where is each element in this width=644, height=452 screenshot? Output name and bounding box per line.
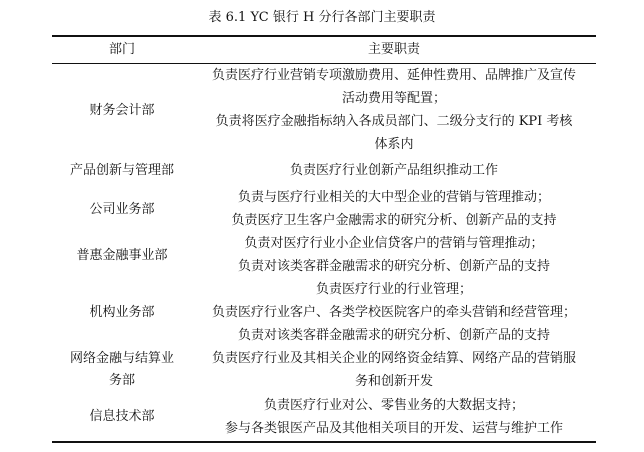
dept-cell-corporate <box>52 199 192 221</box>
duty-line: 负责对该类客群金融需求的研究分析、创新产品的支持 <box>237 259 550 274</box>
duty-line: 体系内 <box>374 137 414 152</box>
duty-line: 负责医疗卫生客户金融需求的研究分析、创新产品的支持 <box>231 213 557 228</box>
dept-cell-network-finance <box>52 348 192 392</box>
dept-name-line: 公司业务部 <box>89 202 155 217</box>
dept-cell-product-innovation <box>52 160 192 182</box>
duty-line: 负责与医疗行业相关的大中型企业的营销与管理推动； <box>237 190 550 205</box>
column-header-duty: 主要职责 <box>367 42 420 57</box>
duty-line: 负责对医疗行业小企业信贷客户的营销与管理推动； <box>244 236 544 251</box>
dept-name-line: 机构业务部 <box>89 305 155 320</box>
duty-line: 负责医疗行业营销专项激励费用、延伸性费用、品牌推广及宣传 <box>211 68 576 83</box>
dept-cell-inclusive-finance <box>52 245 192 267</box>
column-header-dept: 部门 <box>108 42 135 57</box>
duty-line: 参与各类银医产品及其他相关项目的开发、运营与维护工作 <box>224 421 563 436</box>
table-top-rule <box>52 35 596 37</box>
duty-line: 务和创新开发 <box>354 374 433 389</box>
dept-cell-it <box>52 406 192 428</box>
table-caption: 表 6.1 YC 银行 H 分行各部门主要职责 <box>208 10 436 25</box>
duty-line: 负责将医疗金融指标纳入各成员部门、二级分支行的 KPI 考核 <box>215 114 573 129</box>
table-header-rule <box>52 63 596 64</box>
dept-cell-institutional <box>52 302 192 324</box>
dept-name-line: 产品创新与管理部 <box>69 163 174 178</box>
dept-name-line: 财务会计部 <box>89 103 155 118</box>
dept-name-line: 网络金融与结算业 <box>69 351 174 366</box>
duty-line: 活动费用等配置； <box>341 91 446 106</box>
table-bottom-rule <box>52 441 596 443</box>
dept-name-line: 普惠金融事业部 <box>76 248 168 263</box>
duty-line: 负责医疗行业客户、各类学校医院客户的牵头营销和经营管理； <box>211 305 576 320</box>
dept-name-line: 务部 <box>108 373 135 388</box>
duty-line: 负责医疗行业对公、零售业务的大数据支持； <box>263 398 524 413</box>
duty-line: 负责医疗行业及其相关企业的网络资金结算、网络产品的营销服 <box>211 351 576 366</box>
dept-name-line: 信息技术部 <box>89 409 155 424</box>
duty-line: 负责医疗行业创新产品组织推动工作 <box>289 163 498 178</box>
duty-line: 负责对该类客群金融需求的研究分析、创新产品的支持 <box>237 328 550 343</box>
duty-line: 负责医疗行业的行业管理； <box>315 282 472 297</box>
dept-cell-finance <box>52 100 192 122</box>
